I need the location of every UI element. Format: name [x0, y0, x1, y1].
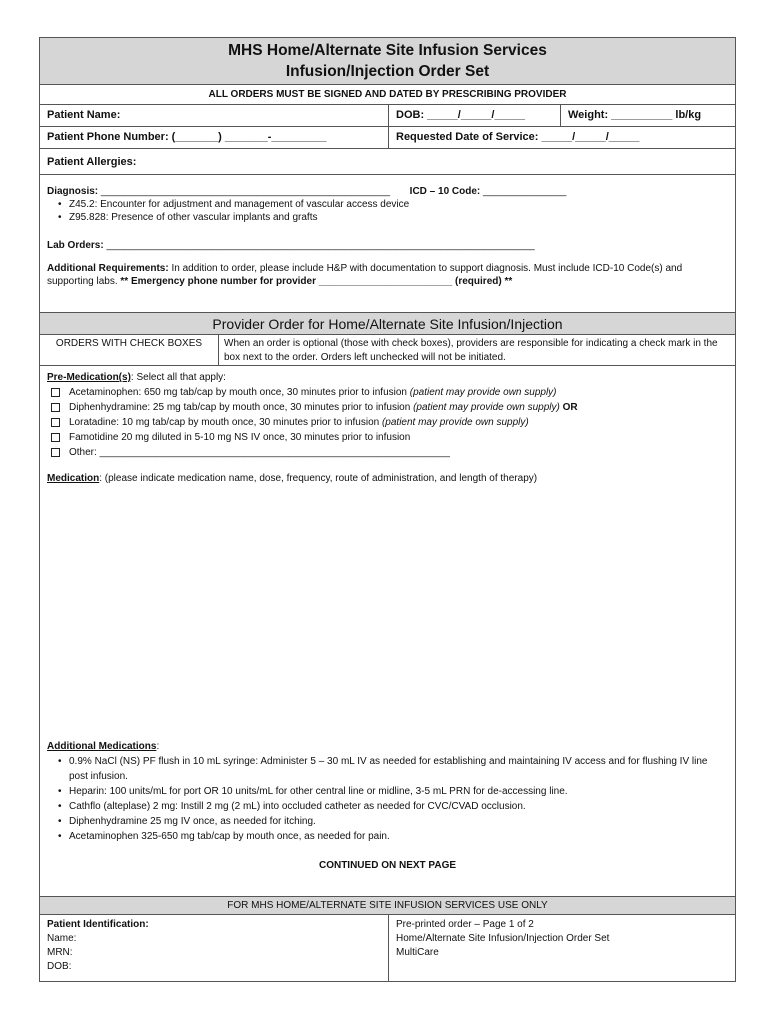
diagnosis-section — [40, 174, 735, 312]
title-line-2: Infusion/Injection Order Set — [285, 63, 490, 80]
footer-section — [40, 914, 735, 981]
preprinted-note: Pre-printed order – Page 1 of 2 — [396, 919, 534, 930]
premed-option-text: Loratadine: 10 mg tab/cap by mouth once, 30 minutes prior to infusion — [69, 417, 382, 428]
checkbox[interactable] — [51, 403, 60, 412]
emergency-phone-line[interactable]: ** Emergency phone number for provider ________________________ (required) ** — [120, 276, 513, 287]
checkbox[interactable] — [51, 448, 60, 457]
diagnosis-line — [47, 185, 728, 198]
premed-instruction: : Select all that apply: — [130, 372, 226, 383]
additional-med-item: • Cathflo (alteplase) 2 mg: Instill 2 mg (2 mL) into occluded catheter as needed for CVC/CVAD occlusion. — [47, 799, 728, 814]
additional-med-item: • Diphenhydramine 25 mg IV once, as needed for itching. — [47, 814, 728, 829]
provider-order-title: Provider Order for Home/Alternate Site Infusion/Injection — [40, 312, 735, 334]
additional-med-item: • Heparin: 100 units/mL for port OR 10 units/mL for other central line or midline, 3-5 mL PRN for de-accessing line. — [47, 784, 728, 799]
premed-option-text: Other: _______________________________________________________________ — [69, 447, 450, 458]
order-form — [39, 37, 736, 982]
diagnosis-blank[interactable]: ____________________________________________________ — [100, 186, 391, 197]
diagnosis-label: Diagnosis: — [47, 186, 101, 197]
premed-option[interactable] — [47, 445, 728, 460]
additional-requirements-label: Additional Requirements: — [47, 263, 169, 274]
allergies-row — [40, 148, 735, 174]
medication-instruction: : (please indicate medication name, dose, frequency, route of administration, and length of therapy) — [99, 473, 538, 484]
premed-option[interactable] — [47, 385, 728, 400]
checkbox[interactable] — [51, 433, 60, 442]
premed-option-or: OR — [559, 402, 578, 413]
additional-requirements-text: In addition to order, please include H&P with documentation to support diagnosis. Must include ICD-10 Code(s) and supporting labs. — [47, 263, 683, 287]
checkbox[interactable] — [51, 388, 60, 397]
additional-meds-colon: : — [156, 741, 160, 752]
additional-med-item: • Acetaminophen 325-650 mg tab/cap by mouth once, as needed for pain. — [47, 829, 728, 844]
additional-meds-heading — [47, 739, 728, 754]
premed-option-text: Acetaminophen: 650 mg tab/cap by mouth once, 30 minutes prior to infusion — [69, 387, 410, 398]
footer-dob-label[interactable]: DOB: — [47, 961, 72, 972]
check-box-note-label: ORDERS WITH CHECK BOXES — [55, 338, 203, 349]
premed-label: Pre-Medication(s) — [47, 372, 131, 383]
additional-med-item: • 0.9% NaCl (NS) PF flush in 10 mL syringe: Administer 5 – 30 mL IV as needed for establishing and maintaining IV access and for flushing IV line post infusion. — [47, 754, 728, 784]
medication-heading — [47, 471, 728, 486]
premed-option[interactable] — [47, 415, 728, 430]
diagnosis-code-item: • Z45.2: Encounter for adjustment and management of vascular access device — [47, 198, 728, 211]
signature-notice: ALL ORDERS MUST BE SIGNED AND DATED BY PRESCRIBING PROVIDER — [40, 84, 735, 104]
check-box-note-text: When an order is optional (those with check boxes), providers are responsible for indicating a check mark in the box next to the order. Orders left unchecked will not be initiated. — [218, 335, 735, 365]
form-info-box — [388, 915, 735, 981]
patient-identification-box — [40, 915, 388, 981]
orders-section — [40, 365, 735, 896]
footer-name-label[interactable]: Name: — [47, 933, 77, 944]
patient-name-field[interactable]: Patient Name: — [47, 109, 121, 121]
additional-meds-label: Additional Medications — [47, 741, 157, 752]
dob-field[interactable]: DOB: _____/_____/_____ — [388, 105, 560, 126]
medication-entry-area[interactable] — [47, 486, 728, 739]
lab-orders-line — [47, 239, 728, 252]
patient-name-row — [40, 104, 735, 126]
premed-option[interactable] — [47, 430, 728, 445]
lab-orders-blank[interactable]: _____________________________________________________________________________ — [106, 240, 535, 251]
form-title — [40, 38, 735, 84]
premed-heading — [47, 370, 728, 385]
lab-orders-label: Lab Orders: — [47, 240, 107, 251]
premed-option-note: (patient may provide own supply) — [413, 402, 560, 413]
diagnosis-code-item: • Z95.828: Presence of other vascular implants and grafts — [47, 211, 728, 224]
icd-blank[interactable]: _______________ — [483, 186, 567, 197]
footer-mrn-label[interactable]: MRN: — [47, 947, 73, 958]
check-box-note-row — [40, 334, 735, 365]
continued-note: CONTINUED ON NEXT PAGE — [318, 860, 457, 871]
service-date-field[interactable]: Requested Date of Service: _____/_____/_____ — [388, 127, 735, 148]
premed-option[interactable] — [47, 400, 728, 415]
premed-option-note: (patient may provide own supply) — [381, 417, 529, 428]
premed-option-text: Famotidine 20 mg diluted in 5-10 mg NS IV once, 30 minutes prior to infusion — [69, 432, 411, 443]
patient-phone-row — [40, 126, 735, 148]
medication-label: Medication — [47, 473, 100, 484]
weight-field[interactable]: Weight: __________ lb/kg — [560, 105, 735, 126]
form-name: Home/Alternate Site Infusion/Injection Order Set — [396, 933, 610, 944]
patient-id-label: Patient Identification: — [47, 919, 149, 930]
premed-option-text: Diphenhydramine: 25 mg tab/cap by mouth once, 30 minutes prior to infusion — [69, 402, 414, 413]
office-use-banner: FOR MHS HOME/ALTERNATE SITE INFUSION SERVICES USE ONLY — [40, 896, 735, 914]
icd-label: ICD – 10 Code: — [409, 186, 484, 197]
phone-field[interactable]: Patient Phone Number: (_______) _______-_________ — [47, 131, 327, 143]
checkbox[interactable] — [51, 418, 60, 427]
system-name: MultiCare — [396, 947, 439, 958]
premed-option-note: (patient may provide own supply) — [409, 387, 557, 398]
title-line-1: MHS Home/Alternate Site Infusion Services — [228, 42, 547, 59]
allergies-field[interactable]: Patient Allergies: — [47, 156, 137, 168]
additional-requirements — [47, 262, 728, 288]
